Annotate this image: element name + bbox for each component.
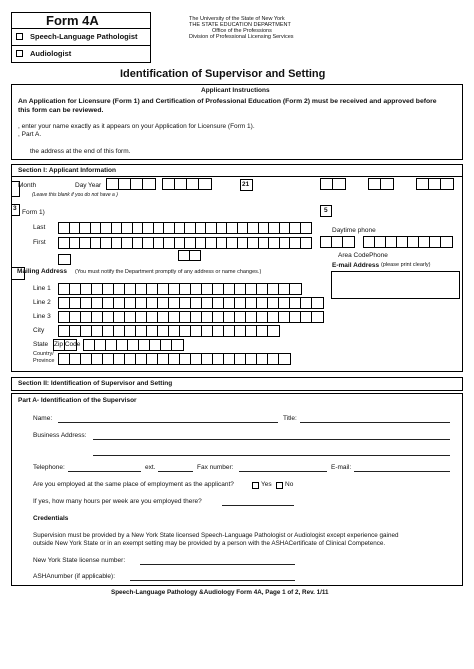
month-label: Month (18, 182, 37, 189)
address-line3-cells[interactable] (58, 311, 324, 323)
hours-question: If yes, how many hours per week are you employed there? (33, 498, 202, 505)
title-input[interactable] (300, 422, 450, 423)
instructions-line: the address at the end of this form. (30, 148, 131, 155)
credentials-line: outside New York State or in an exempt setting may be provided by a person with the ASHACertificate of Clinical Competence. (33, 540, 386, 547)
phone-cells[interactable] (320, 236, 355, 248)
first-name-cells[interactable] (58, 237, 312, 249)
telephone-label: Telephone: (33, 464, 65, 471)
hours-input[interactable] (222, 505, 294, 506)
twenty-one-label: 21 (242, 181, 250, 188)
id-cells[interactable] (416, 178, 454, 190)
title-label: Title: (283, 415, 297, 422)
middle-initial-cells[interactable] (178, 250, 201, 261)
zip-label: Zip Code (54, 341, 81, 348)
instructions-heading: Applicant Instructions (201, 87, 270, 94)
zip-cells[interactable] (83, 339, 184, 351)
country-label: Country/ (33, 351, 54, 357)
email-input-partA[interactable] (354, 471, 450, 472)
country-cells[interactable] (58, 353, 291, 365)
mailing-label: Mailing Address (17, 268, 67, 275)
header-divider (11, 45, 151, 46)
credentials-heading: Credentials (33, 515, 69, 522)
phone-cells[interactable] (363, 236, 453, 248)
asha-label: ASHAnumber (if applicable): (33, 573, 116, 580)
instructions-line: , Part A. (18, 131, 42, 138)
email-input[interactable] (331, 271, 460, 299)
ext-label: ext. (145, 464, 156, 471)
employed-question: Are you employed at the same place of employment as the applicant? (33, 481, 234, 488)
ext-input[interactable] (158, 471, 193, 472)
five-label: 5 (324, 207, 328, 214)
fax-label: Fax number: (197, 464, 234, 471)
no-label: No (285, 481, 294, 488)
instructions-line: An Application for Licensure (Form 1) and Certification of Professional Education (Form 2) must be received and approved before (18, 98, 437, 105)
university-line: Division of Professional Licensing Services (189, 34, 294, 40)
section1-divider (11, 176, 463, 177)
form-title: Form 4A (46, 13, 99, 28)
state-label: State (33, 341, 49, 348)
business-address-input[interactable] (93, 439, 450, 440)
yes-checkbox[interactable] (252, 482, 259, 489)
instructions-line: , enter your name exactly as it appears on your Application for Licensure (Form 1). (18, 123, 255, 130)
fax-input[interactable] (239, 471, 327, 472)
three-label: 3 (13, 205, 17, 212)
dob-cells[interactable] (106, 178, 156, 190)
day-label: Day (75, 182, 87, 189)
name-label: Name: (33, 415, 53, 422)
business-address-input-line2[interactable] (93, 455, 450, 456)
slp-checkbox[interactable] (16, 33, 23, 40)
university-line: THE STATE EDUCATION DEPARTMENT (189, 22, 291, 28)
line3-label: Line 3 (33, 313, 51, 320)
ny-license-input[interactable] (140, 564, 295, 565)
address-line2-cells[interactable] (58, 297, 324, 309)
city-cells[interactable] (58, 325, 280, 337)
no-checkbox[interactable] (276, 482, 283, 489)
form1-label: Form 1) (22, 209, 45, 216)
id-cells[interactable] (320, 178, 346, 190)
line2-label: Line 2 (33, 299, 51, 306)
province-label: Province (33, 358, 55, 364)
last-name-cells[interactable] (58, 222, 312, 234)
email-label: E-mail Address (332, 262, 380, 269)
slp-label: Speech-Language Pathologist (30, 32, 138, 41)
instructions-line: this form can be reviewed. (18, 107, 104, 114)
footer-text: Speech-Language Pathology &Audiology Form 4A, Page 1 of 2, Rev. 1/11 (111, 589, 329, 596)
dob-cells[interactable] (162, 178, 212, 190)
email-note: (please print clearly) (381, 262, 431, 268)
year-label: Year (88, 182, 102, 189)
section1-title: Section I: Applicant Information (18, 167, 116, 174)
audiologist-checkbox[interactable] (16, 50, 23, 57)
mailing-note: (You must notify the Department promptly of any address or name changes.) (75, 269, 262, 275)
header-divider (11, 28, 151, 29)
audiologist-label: Audiologist (30, 49, 72, 58)
blank-note: (Leave this blank if you do not have a ) (32, 192, 118, 198)
ny-license-label: New York State license number: (33, 557, 126, 564)
asha-input[interactable] (130, 580, 295, 581)
university-line: The University of the State of New York (189, 16, 285, 22)
line1-label: Line 1 (33, 285, 51, 292)
university-line: Office of the Professions (212, 28, 272, 34)
daytime-phone-label: Daytime phone (332, 227, 376, 234)
partA-title: Part A- Identification of the Supervisor (18, 397, 137, 404)
suffix-cells[interactable] (58, 254, 71, 265)
main-title: Identification of Supervisor and Setting (120, 68, 326, 80)
telephone-input[interactable] (68, 471, 141, 472)
city-label: City (33, 327, 45, 334)
yes-label: Yes (261, 481, 272, 488)
first-name-label: First (33, 239, 46, 246)
credentials-line: Supervision must be provided by a New York State licensed Speech-Language Pathologist or Audiologist except experience gained (33, 532, 399, 539)
area-code-phone-label: Area CodePhone (338, 252, 388, 259)
section2-title: Section II: Identification of Supervisor and Setting (18, 380, 173, 387)
business-address-label: Business Address: (33, 432, 87, 439)
name-input[interactable] (58, 422, 278, 423)
last-name-label: Last (33, 224, 46, 231)
email-label-partA: E-mail: (331, 464, 352, 471)
address-line1-cells[interactable] (58, 283, 302, 295)
id-cells[interactable] (368, 178, 394, 190)
